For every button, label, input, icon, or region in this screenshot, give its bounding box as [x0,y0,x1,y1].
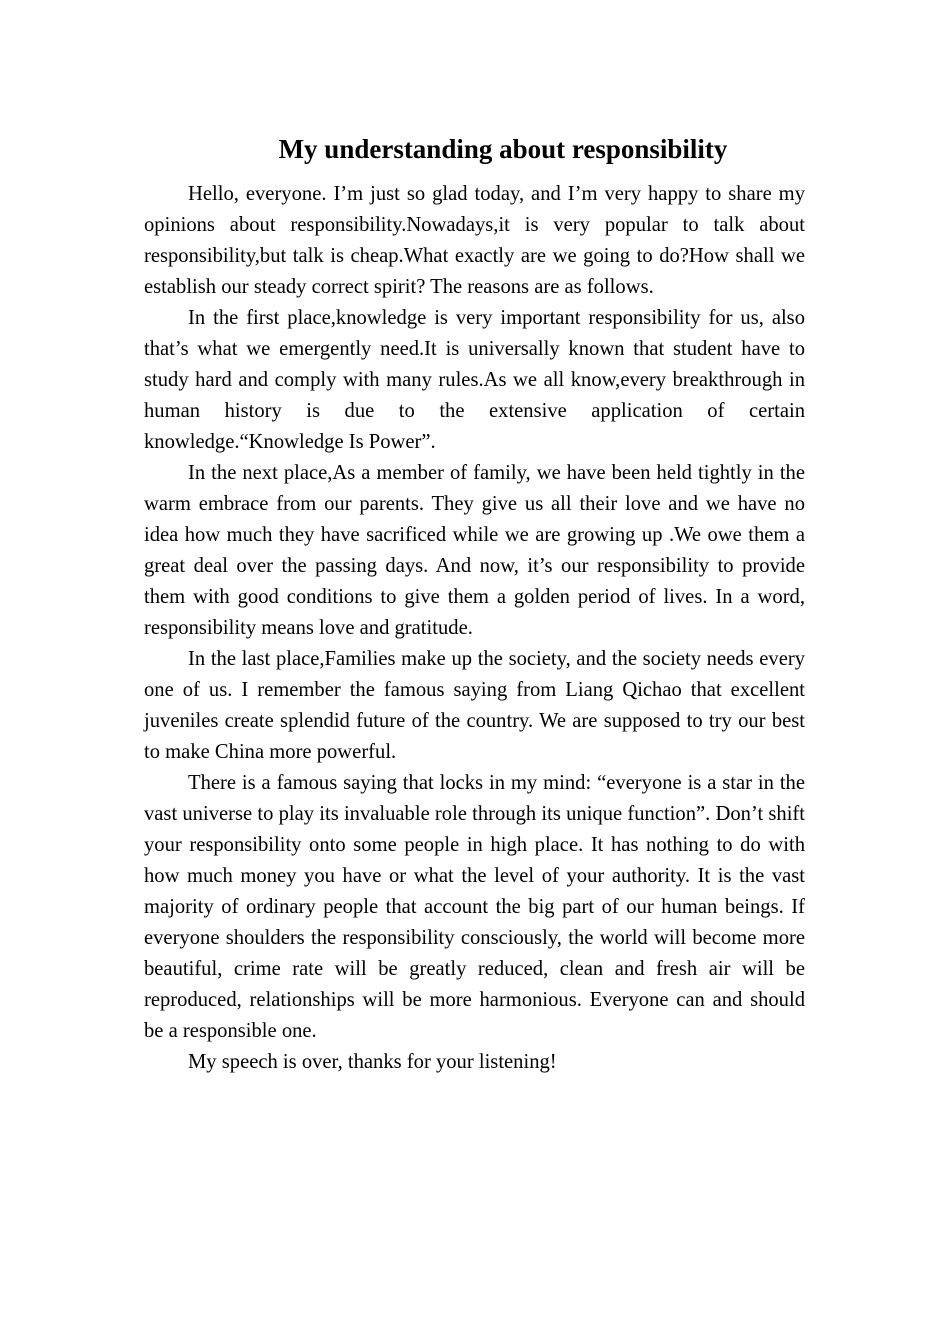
paragraph-knowledge: In the first place,knowledge is very important responsibility for us, also that’s what we emergently need.It is universally known that student have to study hard and comply with many rules.As we all know,every breakthrough in human history is due to the extensive application of certain knowledge.“Knowledge Is Power”. [144,307,805,453]
paragraph-society: In the last place,Families make up the society, and the society needs every one of us. I remember the famous saying from Liang Qichao that excellent juveniles create splendid future of the country. We are supposed to try our best to make China more powerful. [144,648,805,763]
paragraph-closing: My speech is over, thanks for your listening! [188,1051,557,1073]
paragraph-family: In the next place,As a member of family, we have been held tightly in the warm embrace from our parents. They give us all their love and we have no idea how much they have sacrificed while we are growing up .We owe them a great deal over the passing days. And now, it’s our responsibility to provide them with good conditions to give them a golden period of lives. In a word, responsibility means love and gratitude. [144,462,805,639]
paragraph-saying: There is a famous saying that locks in my mind: “everyone is a star in the vast universe to play its invaluable role through its unique function”. Don’t shift your responsibility onto some people in high place. It has nothing to do with how much money you have or what the level of your authority. It is the vast majority of ordinary people that account the big part of our human beings. If everyone shoulders the responsibility consciously, the world will become more beautiful, crime rate will be greatly reduced, clean and fresh air will be reproduced, relationships will be more harmonious. Everyone can and should be a responsible one. [144,772,805,1042]
document-body [144,179,805,1078]
document-title: My understanding about responsibility [278,134,728,164]
paragraph-intro: Hello, everyone. I’m just so glad today, and I’m very happy to share my opinions about responsibility.Nowadays,it is very popular to talk about responsibility,but talk is cheap.What exactly are we going to do?How shall we establish our steady correct spirit? The reasons are as follows. [144,183,805,298]
